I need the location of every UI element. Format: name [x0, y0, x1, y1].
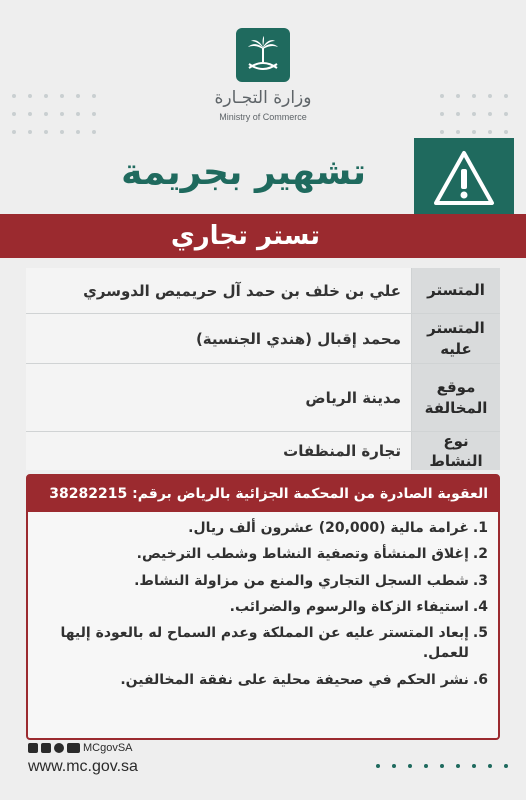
row-value: مدينة الرياض: [26, 364, 412, 431]
item-number: 3.: [472, 572, 488, 589]
social-handle[interactable]: MCgovSA: [83, 742, 133, 754]
footer: [28, 742, 138, 776]
item-number: 5.: [472, 625, 488, 642]
row-value: محمد إقبال (هندي الجنسية): [26, 314, 412, 363]
item-number: 4.: [472, 598, 488, 615]
item-number: 1.: [472, 520, 488, 536]
social-links: [28, 742, 138, 754]
row-label: نوع النشاط: [412, 432, 500, 470]
headline-title: تشهير بجريمة: [121, 152, 366, 193]
item-text: نشر الحكم في صحيفة محلية على نفقة المخالفين.: [120, 671, 469, 688]
ministry-name-english: Ministry of Commerce: [219, 112, 307, 122]
list-item: [38, 670, 488, 690]
violation-type-banner: تستر تجاري: [0, 214, 526, 258]
decorative-dots-bottom: [376, 764, 508, 768]
row-label: موقع المخالفة: [412, 364, 500, 431]
facebook-icon[interactable]: [41, 743, 51, 753]
item-text: إغلاق المنشأة وتصفية النشاط وشطب الترخيص.: [136, 546, 469, 563]
row-value: تجارة المنظفات: [26, 432, 412, 470]
table-row: [26, 432, 500, 470]
list-item: [38, 518, 488, 538]
item-number: 2.: [472, 546, 488, 563]
twitter-icon[interactable]: [28, 743, 38, 753]
penalty-list: [28, 512, 498, 690]
penalty-box: [26, 474, 500, 740]
list-item: [38, 597, 488, 617]
ministry-name-arabic: وزارة التجـارة: [214, 88, 312, 108]
item-number: 6.: [472, 671, 488, 688]
warning-triangle-icon: [414, 138, 514, 218]
list-item: [38, 544, 488, 564]
row-label: المتستر: [412, 268, 500, 313]
item-text: إبعاد المتستر عليه عن المملكة وعدم السماح له بالعودة إليها للعمل.: [60, 625, 469, 662]
case-info-table: [26, 268, 500, 470]
row-label: المتستر عليه: [412, 314, 500, 363]
table-row: [26, 268, 500, 314]
table-row: [26, 364, 500, 432]
penalty-heading: العقوبة الصادرة من المحكمة الجزائية بالرياض برقم: 38282215: [28, 476, 498, 512]
item-text: شطب السجل التجاري والمنع من مزاولة النشاط.: [134, 572, 469, 589]
palm-swords-emblem-icon: [236, 28, 290, 82]
instagram-icon[interactable]: [54, 743, 64, 753]
item-text: استيفاء الزكاة والرسوم والضرائب.: [229, 598, 469, 615]
list-item: [38, 623, 488, 664]
row-value: علي بن خلف بن حمد آل حريميص الدوسري: [26, 268, 412, 313]
youtube-icon[interactable]: [67, 743, 80, 753]
list-item: [38, 571, 488, 591]
item-text: غرامة مالية (20,000) عشرون ألف ريال.: [188, 520, 469, 536]
website-link[interactable]: www.mc.gov.sa: [28, 758, 138, 775]
table-row: [26, 314, 500, 364]
